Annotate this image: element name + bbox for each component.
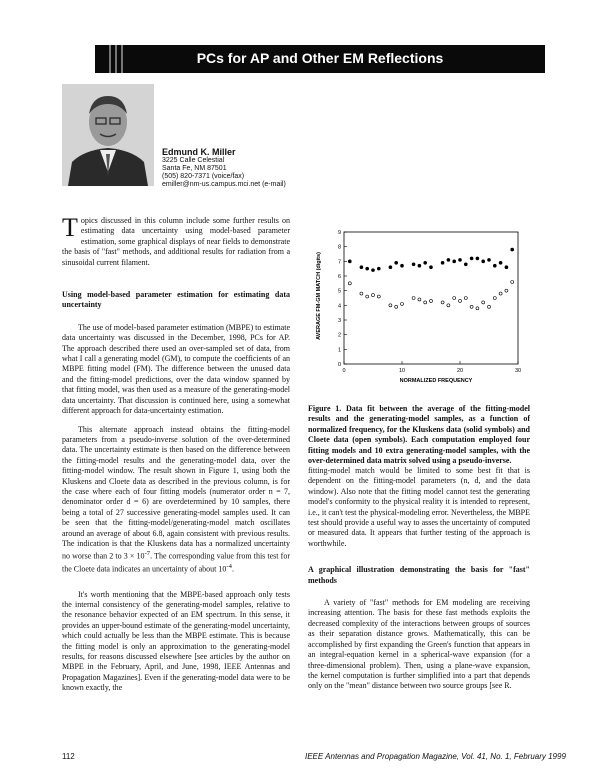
y-tick-label: 7: [337, 259, 341, 266]
column-title: PCs for AP and Other EM Reflections: [196, 50, 444, 66]
data-point-cloete: [459, 299, 462, 302]
data-point-kluskens: [401, 264, 404, 267]
data-point-kluskens: [377, 267, 380, 270]
paragraph-text: . The corresponding value from this test for the Cloete data indicates an uncertainty of about 10: [62, 552, 290, 575]
data-point-kluskens: [360, 266, 363, 269]
y-tick-label: 4: [337, 303, 341, 310]
data-point-kluskens: [348, 260, 351, 263]
data-point-cloete: [441, 301, 444, 304]
y-tick-label: 3: [337, 318, 341, 324]
paragraph: It's worth mentioning that the MBPE-based approach only tests the internal consistency of the generating-model samples, relative to the resonance behavior expected of an EM spectrum. In this sense, it provides an upper-bound estimate of the generating-model uncertainty, which could actually be less than the MBPE estimate. This is because the fitting model is only an approximation to the generating-model results, for reasons discussed elsewhere [see articles by the author on MBPE in the February, April, and June, 1998, IEEE Antennas and Propagation Magazines]. Even if the generating-model data were to be known exactly, the: [62, 589, 290, 693]
data-point-cloete: [464, 297, 467, 300]
data-point-kluskens: [395, 261, 398, 264]
data-point-cloete: [505, 289, 508, 292]
author-block: [162, 147, 286, 189]
y-tick-label: 1: [337, 347, 341, 354]
paragraph-text: .: [231, 565, 234, 575]
data-point-kluskens: [430, 266, 433, 269]
data-point-kluskens: [493, 264, 496, 267]
data-point-cloete: [366, 295, 369, 298]
intro-paragraph: [62, 213, 290, 268]
data-point-kluskens: [418, 264, 421, 267]
data-point-cloete: [372, 294, 375, 297]
data-point-kluskens: [482, 260, 485, 263]
data-point-kluskens: [499, 261, 502, 264]
data-point-kluskens: [412, 263, 415, 266]
x-tick-label: 30: [514, 368, 522, 374]
y-tick-label: 2: [337, 332, 341, 339]
data-point-cloete: [401, 302, 404, 305]
data-point-kluskens: [470, 257, 473, 260]
data-point-cloete: [447, 304, 450, 307]
data-point-cloete: [470, 305, 473, 308]
data-point-cloete: [389, 304, 392, 307]
data-point-cloete: [488, 305, 491, 308]
data-point-kluskens: [453, 260, 456, 263]
author-email: emiller@nm-us.campus.mci.net (e-mail): [162, 181, 286, 188]
data-point-cloete: [476, 307, 479, 310]
paragraph-text: This alternate approach instead obtains the fitting-model parameters from a pseudo-inverse solution of the over-determined data. The uncertainty estimate is then based on the difference between the fitting-model results and the generating-model data, over the fitting-model window. The result shown in Figure 1, using both the Kluskens and Cloete data as described in the previous column, is for the case where each of four fitting models (numerator order n = 7, denominator order d = 6) are overdetermined by 10 samples, there being a total of 27 successive generating-model samples used. It can be seen that the fitting-model/generating-model match oscillates around an average of about 6.8, again consistent with previous results. The indication is that the Kluskens data has a normalized uncertainty no worse than 2 to 3 × 10: [62, 424, 290, 562]
data-point-kluskens: [511, 248, 514, 251]
y-tick-label: 0: [337, 362, 341, 368]
right-column: [308, 466, 530, 700]
intro-text: opics discussed in this column include some further results on estimating data uncertainty using model-based parameter estimation, some graphical displays of near fields to demonstrate the basis of "fast" methods, and additional results for radiation from a sinusoidal current filament.: [62, 216, 290, 267]
page-number: 112: [62, 752, 75, 761]
y-tick-label: 8: [337, 244, 341, 251]
paragraph: [62, 425, 290, 576]
paragraph: A variety of "fast" methods for EM modeling are receiving increasing attention. The basis for these fast methods exploits the decreased complexity of the interactions between groups of sources as their separation distance grows. Mathematically, this can be accomplished by first expanding the Green's function that appears in an integral-equation kernel in a spherical-wave expansion (for a three-dimensional problem). Then, using a plane-wave expansion, the kernel computation is further simplified into a part that depends only on the "mean" distance between two source groups [see R.: [308, 598, 530, 691]
y-tick-label: 9: [337, 230, 341, 236]
data-point-cloete: [395, 305, 398, 308]
data-point-kluskens: [441, 261, 444, 264]
data-point-kluskens: [372, 269, 375, 272]
author-phone: (505) 820-7371 (voice/fax): [162, 173, 245, 180]
data-point-kluskens: [488, 258, 491, 261]
paragraph: The use of model-based parameter estimation (MBPE) to estimate data uncertainty was discussed in the December, 1998, PCs for AP. The approach described there used an over-sampled set of data, from what I call a generating model (GM), to compute the coefficients of an MBPE fitting model (FM). The difference between the unused data and the fitting-model predictions, over the data window spanned by that fitting model, was then used as a measure of the generating-model data uncertainty. That discussion is continued here, using a somewhat different approach for data-uncertainty estimation.: [62, 322, 290, 416]
chart-svg: [308, 224, 530, 390]
exponent: -7: [144, 550, 151, 558]
x-tick-label: 0: [342, 368, 346, 374]
figure-1-chart: [308, 224, 530, 390]
data-point-cloete: [482, 301, 485, 304]
y-tick-label: 6: [337, 274, 341, 280]
drop-cap: T: [62, 213, 78, 242]
section-heading-fast-methods: A graphical illustration demonstrating the basis for "fast" methods: [308, 565, 530, 585]
plot-frame: [344, 232, 518, 364]
data-point-kluskens: [505, 266, 508, 269]
data-point-cloete: [424, 301, 427, 304]
chart-y-label: AVERAGE FM-GM MATCH (digits): [316, 252, 322, 340]
data-point-cloete: [499, 292, 502, 295]
data-point-kluskens: [459, 258, 462, 261]
section-heading-mbpe: Using model-based parameter estimation for estimating data uncertainty: [62, 290, 290, 310]
author-name: Edmund K. Miller: [162, 147, 236, 157]
data-point-cloete: [360, 292, 363, 295]
data-point-cloete: [377, 295, 380, 298]
data-point-kluskens: [366, 267, 369, 270]
author-address-line1: 3225 Calle Celestial: [162, 157, 225, 164]
data-point-cloete: [430, 299, 433, 302]
author-address-line2: Santa Fe, NM 87501: [162, 165, 227, 172]
data-point-cloete: [511, 280, 514, 283]
paragraph: fitting-model match would be limited to some best fit that is dependent on the fitting-model parameters (n, d, and the data window). Also note that the fitting model cannot test the generating model's conformity to the physical reality it is intended to represent, i.e., it can't test the physical-modeling error. Nevertheless, the MBPE test should provide a useful way to asses the uncertainty of computed or measured data. It appears that further testing of the approach is worthwhile.: [308, 466, 530, 548]
data-point-cloete: [493, 297, 496, 300]
data-point-kluskens: [464, 263, 467, 266]
data-point-cloete: [412, 297, 415, 300]
y-tick-label: 5: [337, 288, 341, 295]
data-point-cloete: [453, 297, 456, 300]
left-column: [62, 213, 290, 702]
data-point-cloete: [418, 298, 421, 301]
data-point-cloete: [348, 282, 351, 285]
journal-citation: IEEE Antennas and Propagation Magazine, Vol. 41, No. 1, February 1999: [305, 752, 566, 761]
exponent: -4: [226, 563, 232, 571]
x-tick-label: 20: [456, 368, 464, 374]
x-tick-label: 10: [398, 368, 406, 374]
figure-caption: Figure 1. Data fit between the average of the fitting-model results and the generating-model samples, as a function of normalized frequency, for the Kluskens data (solid symbols) and Cloete data (open symbols). Each computation employed four fitting models and 10 extra generating-model samples, with the over-determined data matrix solved using a pseudo-inverse.: [308, 404, 530, 466]
data-point-kluskens: [476, 257, 479, 260]
data-point-kluskens: [447, 258, 450, 261]
column-title-banner: [95, 45, 545, 73]
chart-x-label: NORMALIZED FREQUENCY: [399, 378, 473, 384]
data-point-kluskens: [424, 261, 427, 264]
data-point-kluskens: [389, 266, 392, 269]
author-photo: [62, 84, 154, 186]
